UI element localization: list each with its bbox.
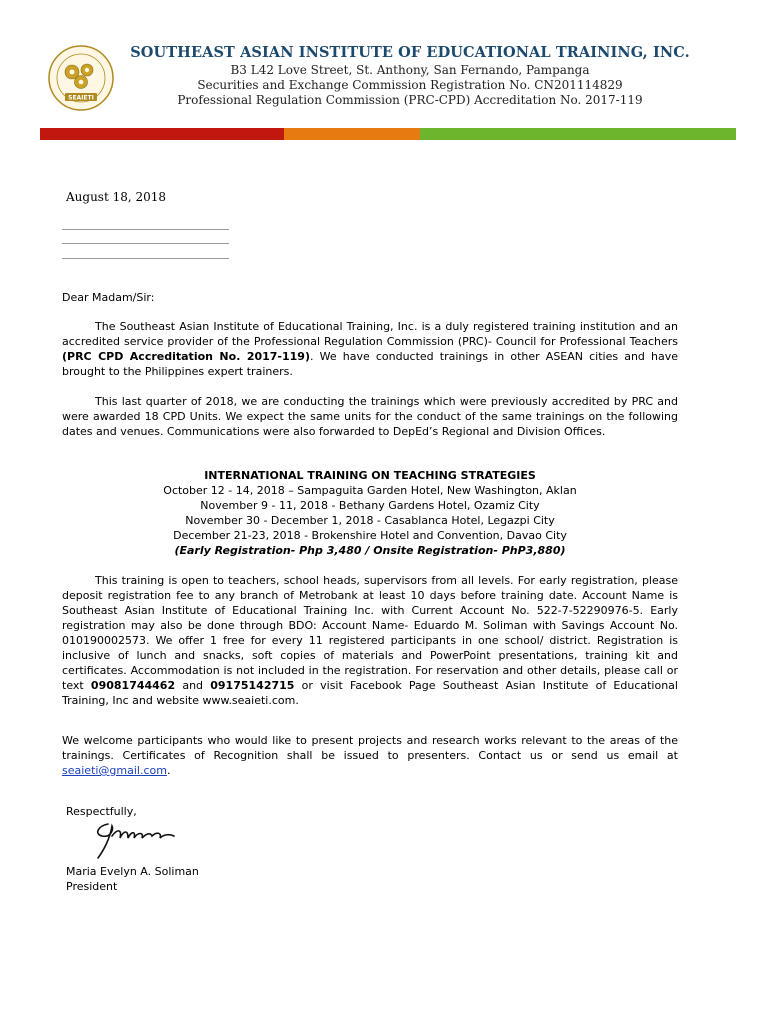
schedule-item: November 30 - December 1, 2018 - Casablanca Hotel, Legazpi City bbox=[185, 514, 555, 527]
signature-image bbox=[90, 818, 185, 862]
phone-number: 09175142715 bbox=[210, 679, 295, 692]
org-address: B3 L42 Love Street, St. Anthony, San Fernando, Pampanga bbox=[230, 63, 590, 77]
paragraph-schedule-intro: This last quarter of 2018, we are conducting the trainings which were previously accredited by PRC and were awarded 18 CPD Units. We expect the same units for the conduct of the same trainings on the following dates and venues. Communications were also forwarded to DepEd’s Regional and Division Offices. bbox=[62, 395, 678, 438]
header-bar-orange bbox=[284, 128, 420, 140]
signer-title: President bbox=[66, 880, 118, 893]
address-line bbox=[62, 258, 229, 259]
paragraph-presenters bbox=[62, 733, 678, 778]
intro-text: The Southeast Asian Institute of Educational Training, Inc. is a duly registered training institution and an accredited service provider of the Professional Regulation Commission (PRC)- Council for Professional Teachers bbox=[62, 320, 678, 348]
email-link[interactable]: seaieti@gmail.com bbox=[62, 764, 167, 777]
svg-text:SEAIETI: SEAIETI bbox=[68, 94, 94, 102]
intro-text-end: . We have conducted trainings in other ASEAN cities and have brought to the Philippines expert trainers. bbox=[62, 350, 679, 378]
letterhead bbox=[120, 44, 700, 108]
salutation: Dear Madam/Sir: bbox=[62, 291, 155, 304]
schedule-item: December 21-23, 2018 - Brokenshire Hotel and Convention, Davao City bbox=[173, 529, 567, 542]
phone-number: 09081744462 bbox=[90, 679, 176, 692]
address-line bbox=[62, 229, 229, 230]
presenters-text: We welcome participants who would like to present projects and research works relevant to the areas of the trainings. Certificates of Recognition shall be issued to presenters. Contact us or send us email at bbox=[62, 734, 678, 762]
training-title: INTERNATIONAL TRAINING ON TEACHING STRATEGIES bbox=[204, 469, 536, 482]
registration-text: This training is open to teachers, school heads, supervisors from all levels. For early registration, please deposit registration fee to any branch of Metrobank at least 10 days before training date. Account Name is Southeast Asian Institute of Educational Training Inc. with Current Account No. 522-7-52290976-5. Early registration may also be done through BDO: Account Name- Eduardo M. Soliman with Savings Account No. 010190002573. We offer 1 free for every 11 registered participants in one school/ district. Registration is inclusive of lunch and snacks, soft copies of materials and PowerPoint presentations, training kit and certificates. Accommodation is not included in the registration. For reservation and other details, please call or text bbox=[62, 574, 678, 692]
sec-registration: Securities and Exchange Commission Registration No. CN201114829 bbox=[197, 78, 623, 92]
header-bar-green bbox=[420, 128, 736, 140]
header-bar-red bbox=[40, 128, 284, 140]
training-schedule bbox=[62, 468, 678, 558]
registration-fees: (Early Registration- Php 3,480 / Onsite Registration- PhP3,880) bbox=[174, 544, 566, 557]
period: . bbox=[166, 764, 171, 777]
letter-date: August 18, 2018 bbox=[66, 190, 167, 204]
org-name: SOUTHEAST ASIAN INSTITUTE OF EDUCATIONAL TRAINING, INC. bbox=[130, 44, 690, 61]
registration-text-end: or visit Facebook Page Southeast Asian Institute of Educational Training, Inc and website www.seaieti.com. bbox=[62, 679, 678, 707]
schedule-item: November 9 - 11, 2018 - Bethany Gardens Hotel, Ozamiz City bbox=[200, 499, 540, 512]
prc-accreditation-bold: (PRC CPD Accreditation No. 2017-119) bbox=[62, 350, 310, 363]
paragraph-intro bbox=[62, 319, 678, 379]
signer-name: Maria Evelyn A. Soliman bbox=[66, 865, 199, 878]
paragraph-registration bbox=[62, 573, 678, 708]
prc-accreditation: Professional Regulation Commission (PRC-CPD) Accreditation No. 2017-119 bbox=[177, 93, 643, 107]
conjunction-text: and bbox=[175, 679, 211, 692]
schedule-item: October 12 - 14, 2018 – Sampaguita Garden Hotel, New Washington, Aklan bbox=[163, 484, 577, 497]
signer-block bbox=[66, 864, 682, 894]
address-line bbox=[62, 243, 229, 244]
institute-logo bbox=[47, 44, 115, 112]
closing: Respectfully, bbox=[66, 805, 137, 818]
